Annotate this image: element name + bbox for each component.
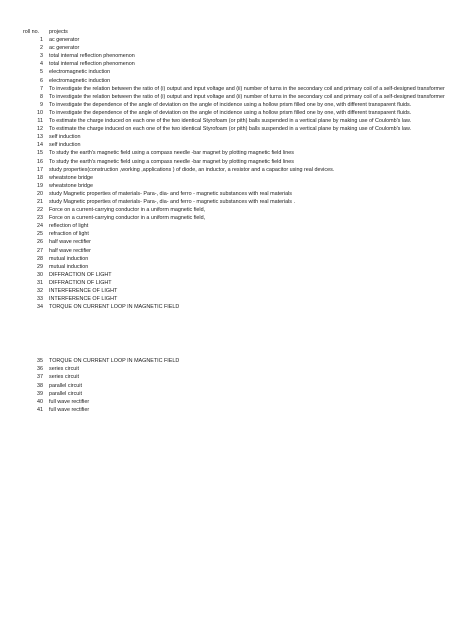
table-row [0, 174, 474, 182]
header-row [0, 28, 474, 36]
roll-number: 25 [37, 231, 43, 238]
roll-number: 23 [37, 215, 43, 222]
roll-number: 26 [37, 239, 43, 246]
table-row [0, 398, 474, 406]
roll-number: 19 [37, 182, 43, 189]
table-row [0, 36, 474, 44]
project-title: To investigate the relation between the ratio of (i) output and input voltage and (ii) number of turns in the secondary coil and primary coil of a self-designed transformer [49, 85, 445, 92]
table-row [0, 109, 474, 117]
table-row [0, 238, 474, 246]
project-title: mutual induction [49, 263, 89, 270]
roll-number: 14 [37, 142, 43, 149]
roll-number: 5 [40, 69, 43, 76]
project-title: To estimate the charge induced on each one of the two identical Styrofoam (or pith) balls suspended in a vertical plane by making use of Coulomb's law. [49, 126, 412, 133]
project-list [0, 28, 474, 414]
project-title: mutual induction [49, 255, 89, 262]
project-title: ac generator [49, 37, 80, 44]
table-row [0, 68, 474, 76]
roll-number: 11 [37, 118, 43, 125]
project-title: electromagnetic induction [49, 77, 111, 84]
roll-number: 1 [40, 37, 43, 44]
table-row [0, 406, 474, 414]
roll-number: 8 [40, 93, 43, 100]
roll-number: 35 [37, 358, 43, 365]
table-row [0, 77, 474, 85]
project-title: full wave rectifier [49, 398, 90, 405]
roll-number: 28 [37, 255, 43, 262]
project-rows-group-2 [0, 357, 474, 414]
table-row [0, 279, 474, 287]
table-row [0, 149, 474, 157]
roll-number: 30 [37, 271, 43, 278]
project-title: INTERFERENCE OF LIGHT [49, 296, 118, 303]
project-title: To estimate the charge induced on each one of the two identical Styrofoam (or pith) balls suspended in a vertical plane by making use of Coulomb's law. [49, 118, 412, 125]
table-row [0, 214, 474, 222]
project-title: Force on a current-carrying conductor in a uniform magnetic field, [49, 215, 206, 222]
blank-gap [0, 311, 474, 357]
table-row [0, 198, 474, 206]
table-row [0, 295, 474, 303]
project-title: self induction [49, 134, 81, 141]
table-row [0, 93, 474, 101]
roll-number: 24 [37, 223, 43, 230]
table-row [0, 390, 474, 398]
projects-header: projects [49, 29, 68, 35]
table-row [0, 85, 474, 93]
roll-number: 7 [40, 85, 43, 92]
roll-number: 2 [40, 45, 43, 52]
project-title: refraction of light [49, 231, 89, 238]
roll-number: 27 [37, 247, 43, 254]
table-row [0, 230, 474, 238]
roll-number: 21 [37, 198, 43, 205]
project-title: To investigate the relation between the ratio of (i) output and input voltage and (ii) number of turns in the secondary coil and primary coil of a self-designed transformer [49, 93, 445, 100]
roll-number: 10 [37, 109, 43, 116]
table-row [0, 206, 474, 214]
project-title: DIFFRACTION OF LIGHT [49, 271, 112, 278]
roll-number: 36 [37, 366, 43, 373]
project-title: self induction [49, 142, 81, 149]
roll-number: 6 [40, 77, 43, 84]
project-title: half wave rectifier [49, 239, 91, 246]
project-title: study Magnetic properties of materials- Para-, dia- and ferro - magnetic substances with real materials . [49, 198, 295, 205]
roll-number: 22 [37, 207, 43, 214]
project-title: series circuit [49, 374, 79, 381]
project-title: TORQUE ON CURRENT LOOP IN MAGNETIC FIELD [49, 358, 180, 365]
project-title: DIFFRACTION OF LIGHT [49, 279, 112, 286]
roll-number: 13 [37, 134, 43, 141]
project-title: full wave rectifier [49, 406, 90, 413]
project-title: INTERFERENCE OF LIGHT [49, 288, 118, 294]
roll-number: 41 [37, 406, 43, 413]
roll-number: 38 [37, 382, 43, 389]
project-title: study Magnetic properties of materials- Para-, dia- and ferro - magnetic substances with real materials [49, 190, 292, 197]
roll-number: 3 [40, 53, 43, 60]
table-row [0, 166, 474, 174]
project-title: To investigate the dependence of the angle of deviation on the angle of incidence using a hollow prism filled one by one, with different transparent fluids. [49, 101, 412, 108]
table-row [0, 133, 474, 141]
roll-number: 40 [37, 398, 43, 405]
table-row [0, 44, 474, 52]
table-row [0, 125, 474, 133]
roll-number: 32 [37, 288, 43, 294]
table-row [0, 365, 474, 373]
roll-number: 37 [37, 374, 43, 381]
table-row [0, 263, 474, 271]
roll-number: 31 [37, 279, 43, 286]
project-title: To investigate the dependence of the angle of deviation on the angle of incidence using a hollow prism filled one by one, with different transparent fluids. [49, 109, 412, 116]
project-title: Force on a current-carrying conductor in a uniform magnetic field, [49, 207, 206, 214]
table-row [0, 303, 474, 311]
project-title: parallel circuit [49, 382, 82, 389]
table-row [0, 141, 474, 149]
project-title: series circuit [49, 366, 79, 373]
table-row [0, 357, 474, 365]
table-row [0, 158, 474, 166]
table-row [0, 52, 474, 60]
table-row [0, 255, 474, 263]
project-title: half wave rectifier [49, 247, 91, 254]
table-row [0, 101, 474, 109]
roll-number: 9 [40, 101, 43, 108]
project-title: To study the earth's magnetic field using a compass needle -bar magnet by plotting magnetic field lines [49, 158, 294, 165]
roll-number: 39 [37, 390, 43, 397]
table-row [0, 190, 474, 198]
table-row [0, 382, 474, 390]
project-title: wheatstone bridge [49, 182, 94, 189]
roll-number: 20 [37, 190, 43, 197]
roll-number: 12 [37, 126, 43, 133]
project-title: total internal reflection phenomenon [49, 61, 135, 68]
project-rows-group-1 [0, 36, 474, 311]
project-title: electromagnetic induction [49, 69, 111, 76]
roll-number: 34 [37, 304, 43, 311]
project-title: TORQUE ON CURRENT LOOP IN MAGNETIC FIELD [49, 304, 180, 311]
roll-number: 33 [37, 296, 43, 303]
project-title: study properties(construction ,working ,applications ) of diode, an inductor, a resistor and a capacitor using real devices. [49, 166, 335, 173]
roll-number: 16 [37, 158, 43, 165]
table-row [0, 287, 474, 295]
roll-no-header: roll no. [23, 29, 40, 35]
table-row [0, 271, 474, 279]
project-title: wheatstone bridge [49, 174, 94, 181]
table-row [0, 182, 474, 190]
roll-number: 15 [37, 150, 43, 157]
table-row [0, 117, 474, 125]
project-title: To study the earth's magnetic field using a compass needle -bar magnet by plotting magnetic field lines [49, 150, 294, 157]
project-title: ac generator [49, 45, 80, 52]
table-row [0, 373, 474, 381]
project-title: parallel circuit [49, 390, 82, 397]
roll-number: 18 [37, 174, 43, 181]
table-row [0, 247, 474, 255]
project-title: total internal reflection phenomenon [49, 53, 135, 60]
project-title: reflection of light [49, 223, 89, 230]
table-row [0, 60, 474, 68]
roll-number: 29 [37, 263, 43, 270]
roll-number: 4 [40, 61, 43, 68]
table-row [0, 222, 474, 230]
roll-number: 17 [37, 166, 43, 173]
